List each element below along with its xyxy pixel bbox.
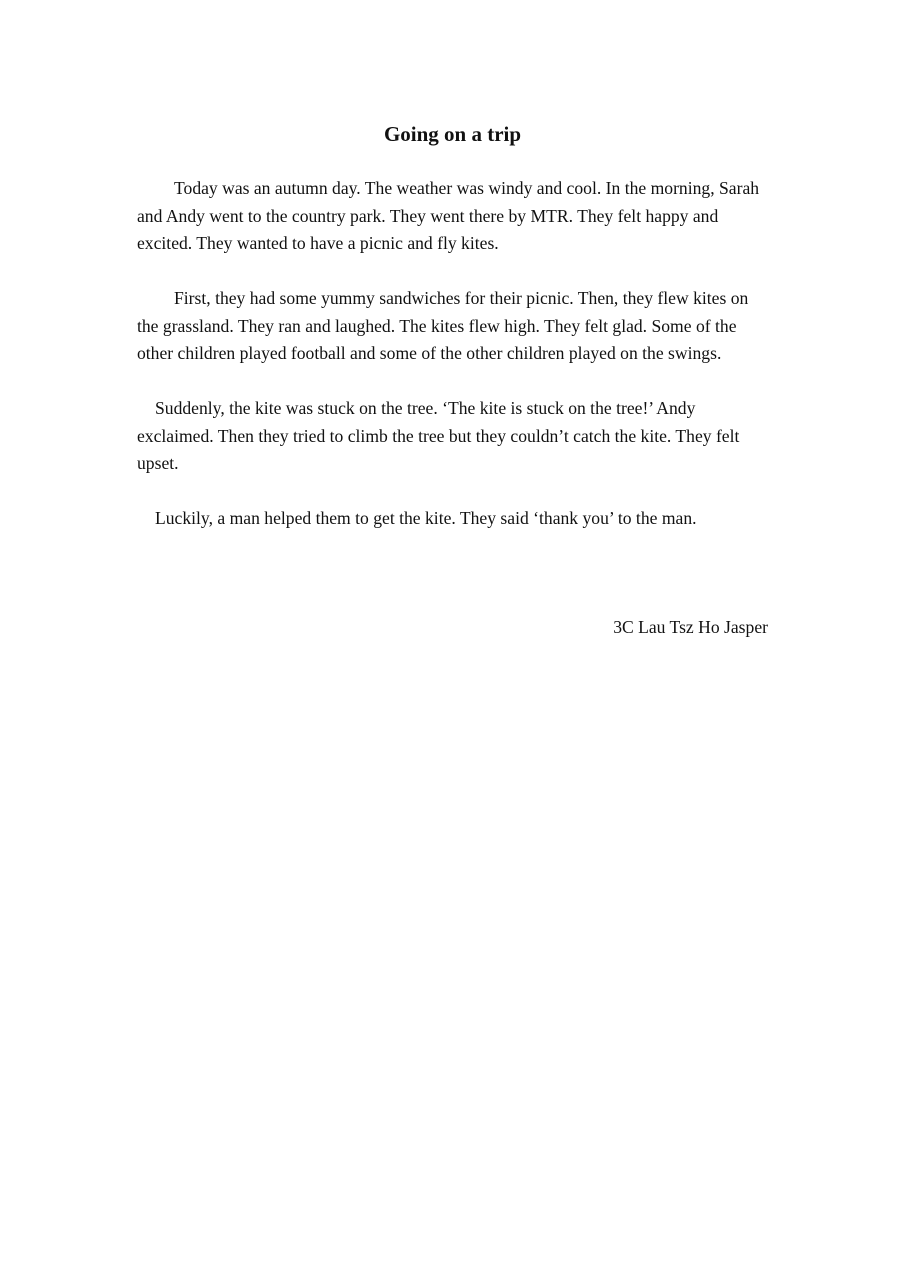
document-title: Going on a trip [383, 122, 522, 146]
paragraph-2: First, they had some yummy sandwiches for their picnic. Then, they flew kites on the grassland. They ran and laughed. The kites flew high. They felt glad. Some of the other children played football and some of the other children played on the swings. [137, 288, 749, 363]
author-signature: 3C Lau Tsz Ho Jasper [613, 617, 768, 637]
paragraph-4: Luckily, a man helped them to get the kite. They said ‘thank you’ to the man. [155, 508, 697, 528]
paragraph-1: Today was an autumn day. The weather was windy and cool. In the morning, Sarah and Andy went to the country park. They went there by MTR. They felt happy and excited. They wanted to have a picnic and fly kites. [137, 178, 760, 253]
paragraph-3: Suddenly, the kite was stuck on the tree. ‘The kite is stuck on the tree!’ Andy exclaimed. Then they tried to climb the tree but they couldn’t catch the kite. They felt upset. [137, 398, 740, 473]
story-body [137, 175, 769, 533]
